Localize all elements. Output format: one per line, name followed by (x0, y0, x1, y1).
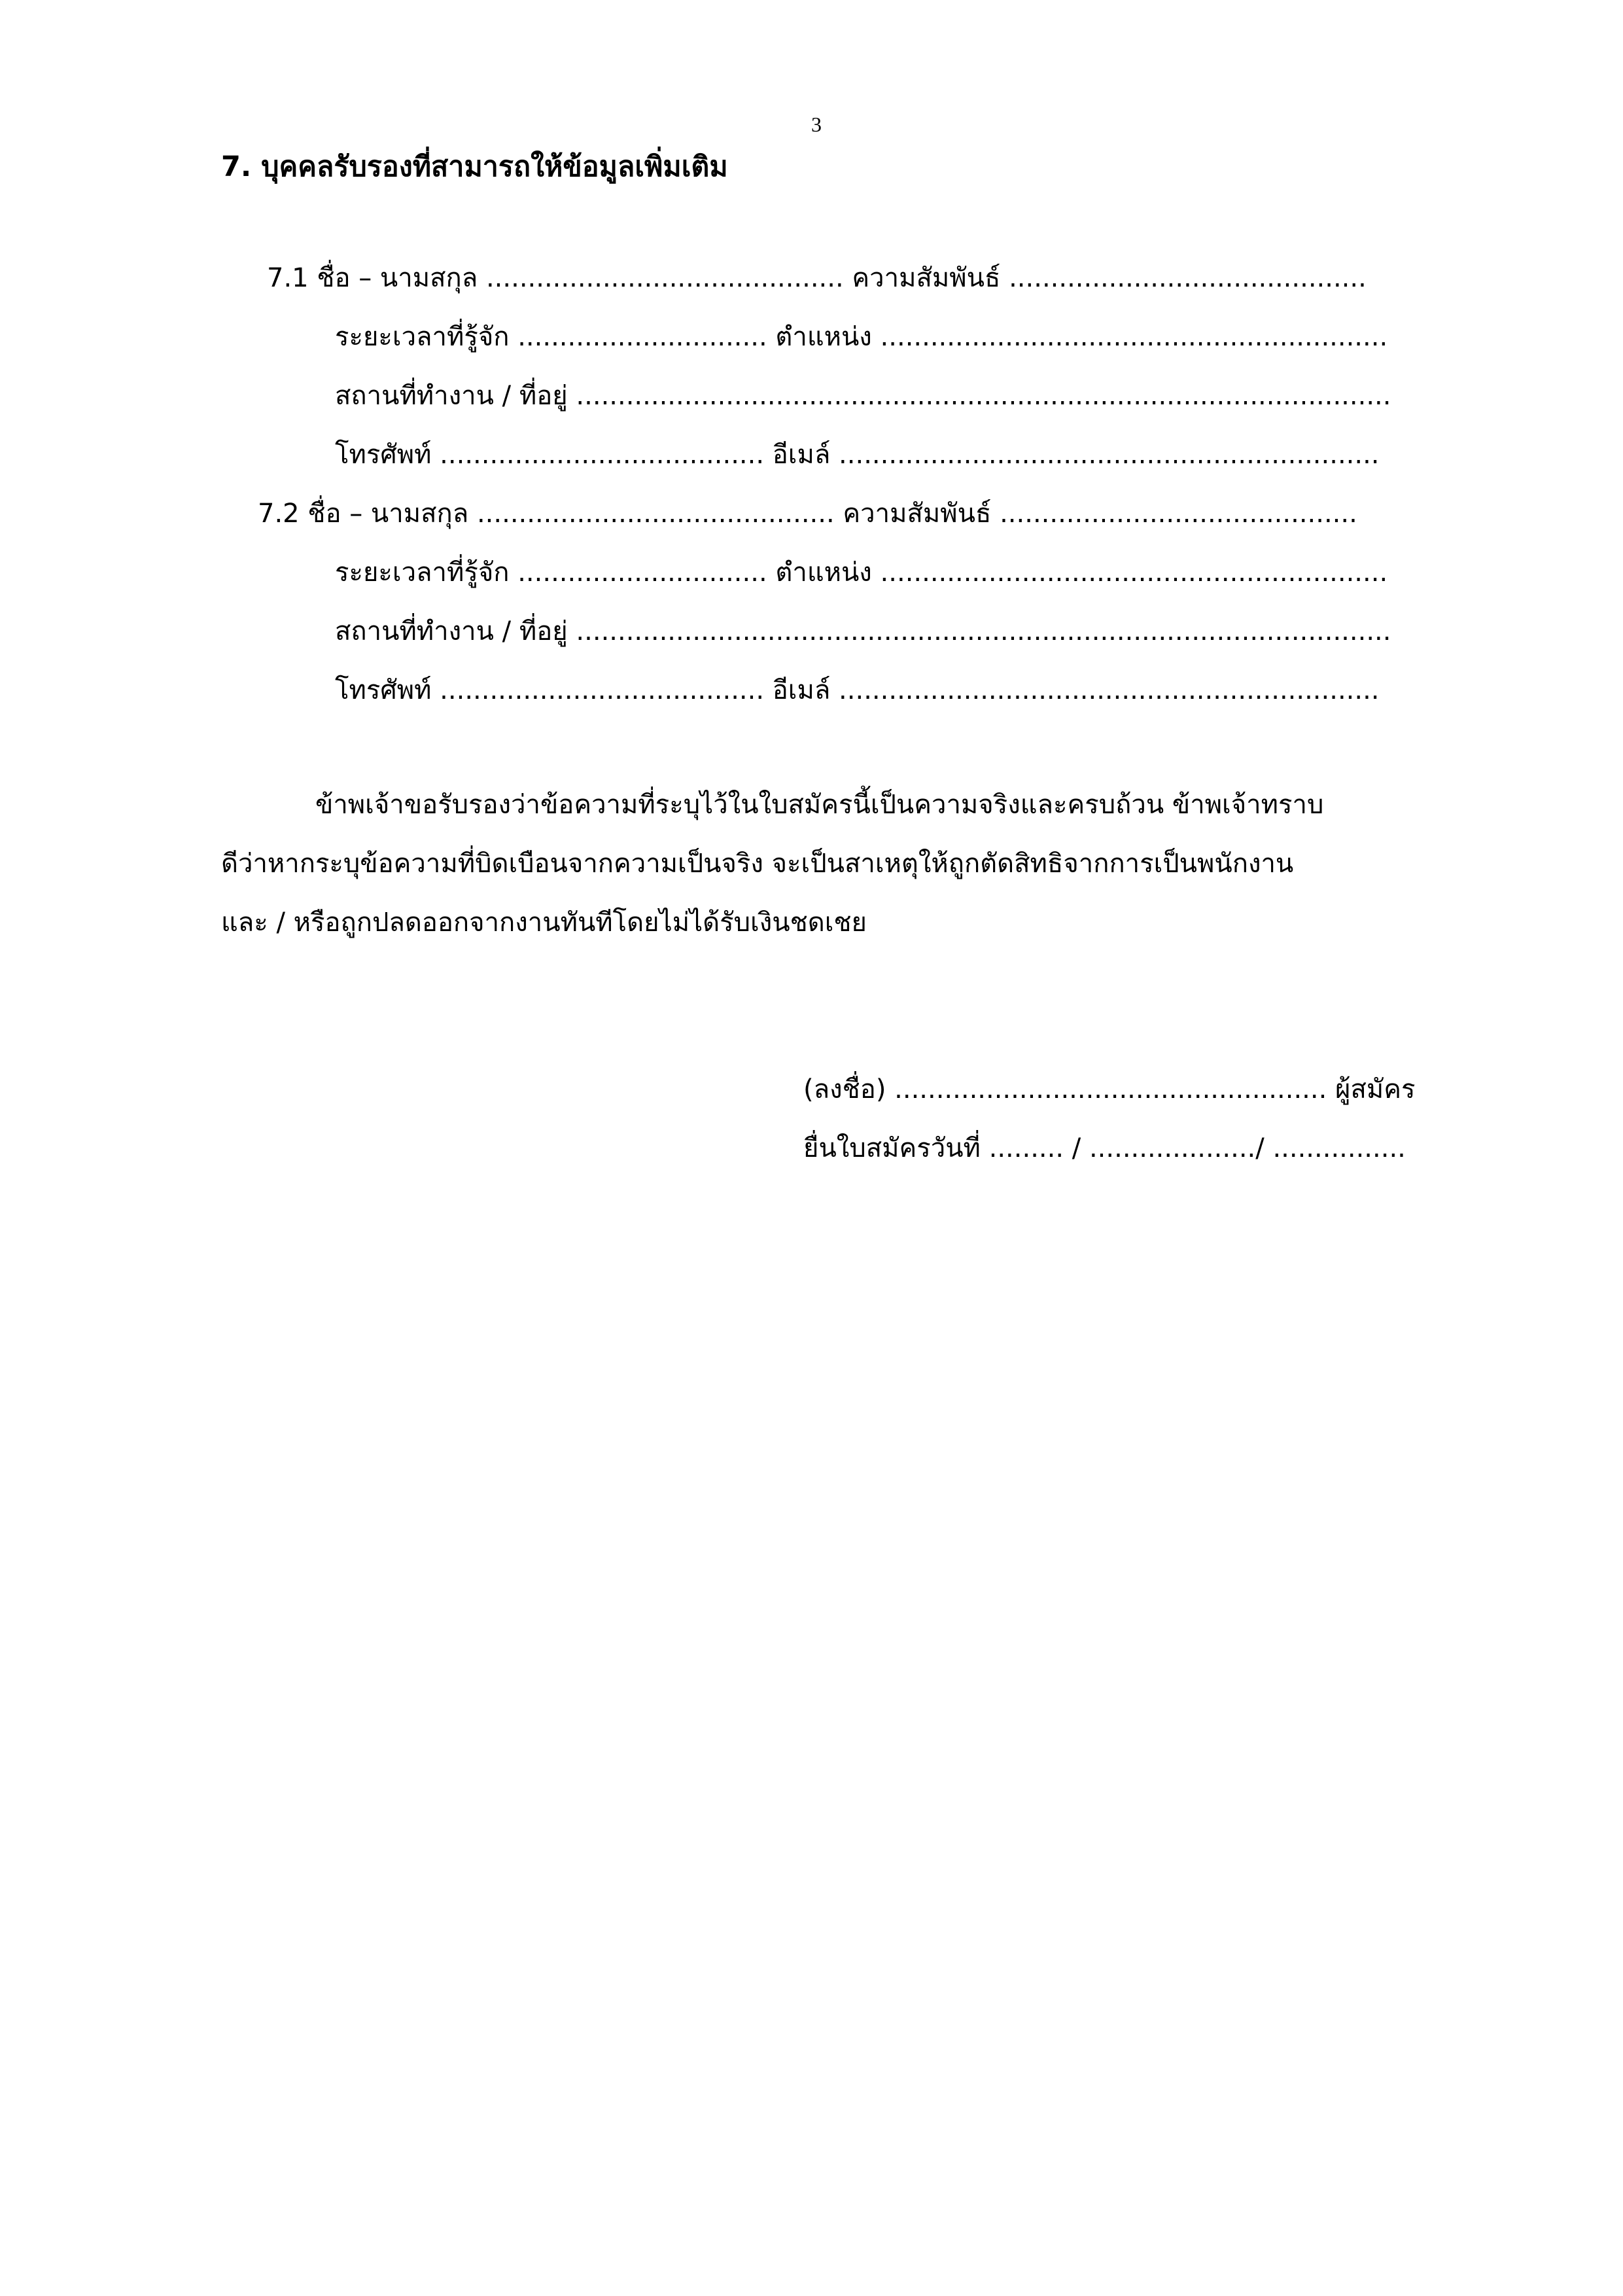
page-number: 3 (811, 113, 822, 136)
application-date-line: ยื่นใบสมัครวันที่ ......... / ..................../ ................ (803, 1133, 1406, 1163)
declaration-line-2: ดีว่าหากระบุข้อความที่บิดเบือนจากความเป็นจริง จะเป็นสาเหตุให้ถูกตัดสิทธิจากการเป็นพนักงาน (221, 849, 1294, 879)
signature-line: (ลงชื่อ) .................................................... ผู้สมัคร (803, 1074, 1416, 1104)
ref1-phone-email-line: โทรศัพท์ ....................................... อีเมล์ ................................................................. (335, 440, 1380, 470)
ref1-name-relationship-line: 7.1 ชื่อ – นามสกุล ........................................... ความสัมพันธ์ ........................................... (267, 263, 1367, 293)
ref2-workplace-address-line: สถานที่ทำงาน / ที่อยู่ .................................................................................................. (335, 616, 1391, 646)
ref1-duration-position-line: ระยะเวลาที่รู้จัก .............................. ตำแหน่ง ............................................................. (335, 322, 1388, 352)
ref2-name-relationship-line: 7.2 ชื่อ – นามสกุล ........................................... ความสัมพันธ์ ........................................... (258, 499, 1357, 529)
ref1-workplace-address-line: สถานที่ทำงาน / ที่อยู่ .................................................................................................. (335, 381, 1391, 411)
declaration-line-1: ข้าพเจ้าขอรับรองว่าข้อความที่ระบุไว้ในใบสมัครนี้เป็นความจริงและครบถ้วน ข้าพเจ้าทราบ (315, 790, 1324, 820)
declaration-line-3: และ / หรือถูกปลดออกจากงานทันทีโดยไม่ได้รับเงินชดเชย (221, 908, 867, 938)
ref2-phone-email-line: โทรศัพท์ ....................................... อีเมล์ ................................................................. (335, 675, 1380, 705)
section-heading: 7. บุคคลรับรองที่สามารถให้ข้อมูลเพิ่มเติม (221, 150, 728, 183)
ref2-duration-position-line: ระยะเวลาที่รู้จัก .............................. ตำแหน่ง ............................................................. (335, 557, 1388, 588)
